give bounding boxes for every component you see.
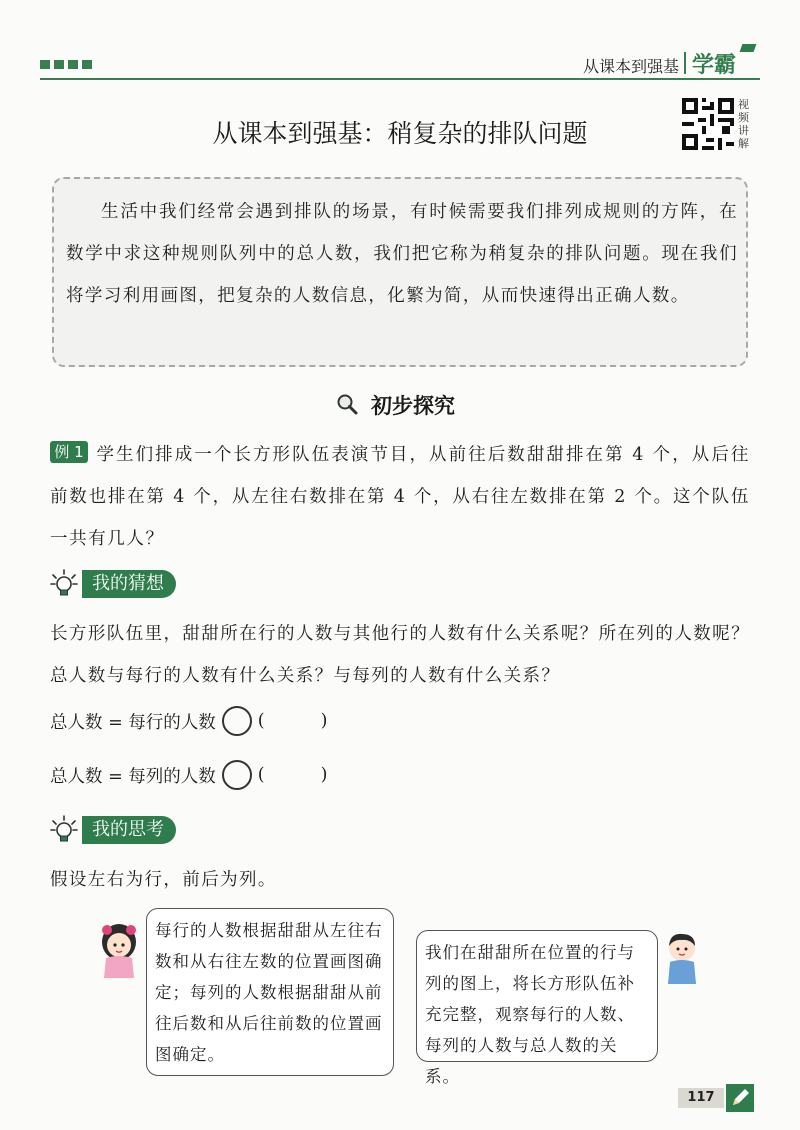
answer-paren-open-1: ( xyxy=(257,711,265,731)
guess-banner xyxy=(50,569,176,599)
formula-1-text: 总人数 = 每行的人数 xyxy=(50,712,216,733)
qr-caption: 视频讲解 xyxy=(738,98,749,150)
page-title: 从课本到强基：稍复杂的排队问题 xyxy=(212,119,588,148)
header-rule xyxy=(40,78,760,80)
think-label: 我的思考 xyxy=(82,816,176,844)
speech-bubble-boy: 我们在甜甜所在位置的行与列的图上，将长方形队伍补充完整，观察每行的人数、每列的人数与总人数的关系。 xyxy=(416,930,658,1062)
intro-paragraph: 生活中我们经常会遇到排队的场景，有时候需要我们排列成规则的方阵，在数学中求这种规则队列中的总人数，我们把它称为稍复杂的排队问题。现在我们将学习利用画图，把复杂的人数信息，化繁为简，从而快速得出正确人数。 xyxy=(66,202,738,306)
qr-code-icon[interactable] xyxy=(682,98,734,150)
think-paragraph: 假设左右为行，前后为列。 xyxy=(50,870,277,890)
speech-bubble-girl: 每行的人数根据甜甜从左往右数和从右往左数的位置画图确定；每列的人数根据甜甜从前往后数和从后往前数的位置画图确定。 xyxy=(146,908,394,1076)
girl-avatar xyxy=(94,918,144,980)
think-banner xyxy=(50,815,176,845)
section-heading: 初步探究 xyxy=(371,394,455,418)
lightbulb-icon xyxy=(50,815,78,845)
page-number: 117 xyxy=(678,1088,724,1108)
example-badge: 例 1 xyxy=(50,441,88,463)
graduation-cap-icon xyxy=(740,44,757,52)
guess-label: 我的猜想 xyxy=(82,570,176,598)
answer-paren-open-2: ( xyxy=(257,765,265,785)
formula-row-2 xyxy=(50,760,327,790)
header-separator xyxy=(684,52,686,74)
answer-paren-close-1: ) xyxy=(320,711,328,731)
answer-paren-close-2: ) xyxy=(320,765,328,785)
formula-2-text: 总人数 = 每列的人数 xyxy=(50,766,216,787)
guess-paragraph: 长方形队伍里，甜甜所在行的人数与其他行的人数有什么关系呢？所在列的人数呢？总人数与每行的人数有什么关系？与每列的人数有什么关系？ xyxy=(50,624,750,686)
formula-row-1 xyxy=(50,706,327,736)
operator-blank-2[interactable] xyxy=(222,760,252,790)
series-title: 从课本到强基 xyxy=(583,57,680,76)
header-decoration xyxy=(40,60,92,69)
lightbulb-icon xyxy=(50,569,78,599)
pencil-icon xyxy=(726,1084,754,1112)
operator-blank-1[interactable] xyxy=(222,706,252,736)
brand-logo: 学霸 xyxy=(692,53,737,78)
example-text: 学生们排成一个长方形队伍表演节目，从前往后数甜甜排在第 4 个，从后往前数也排在第 4 个，从左往右数排在第 4 个，从右往左数排在第 2 个。这个队伍一共有几人？ xyxy=(50,445,750,549)
boy-avatar xyxy=(660,930,704,986)
